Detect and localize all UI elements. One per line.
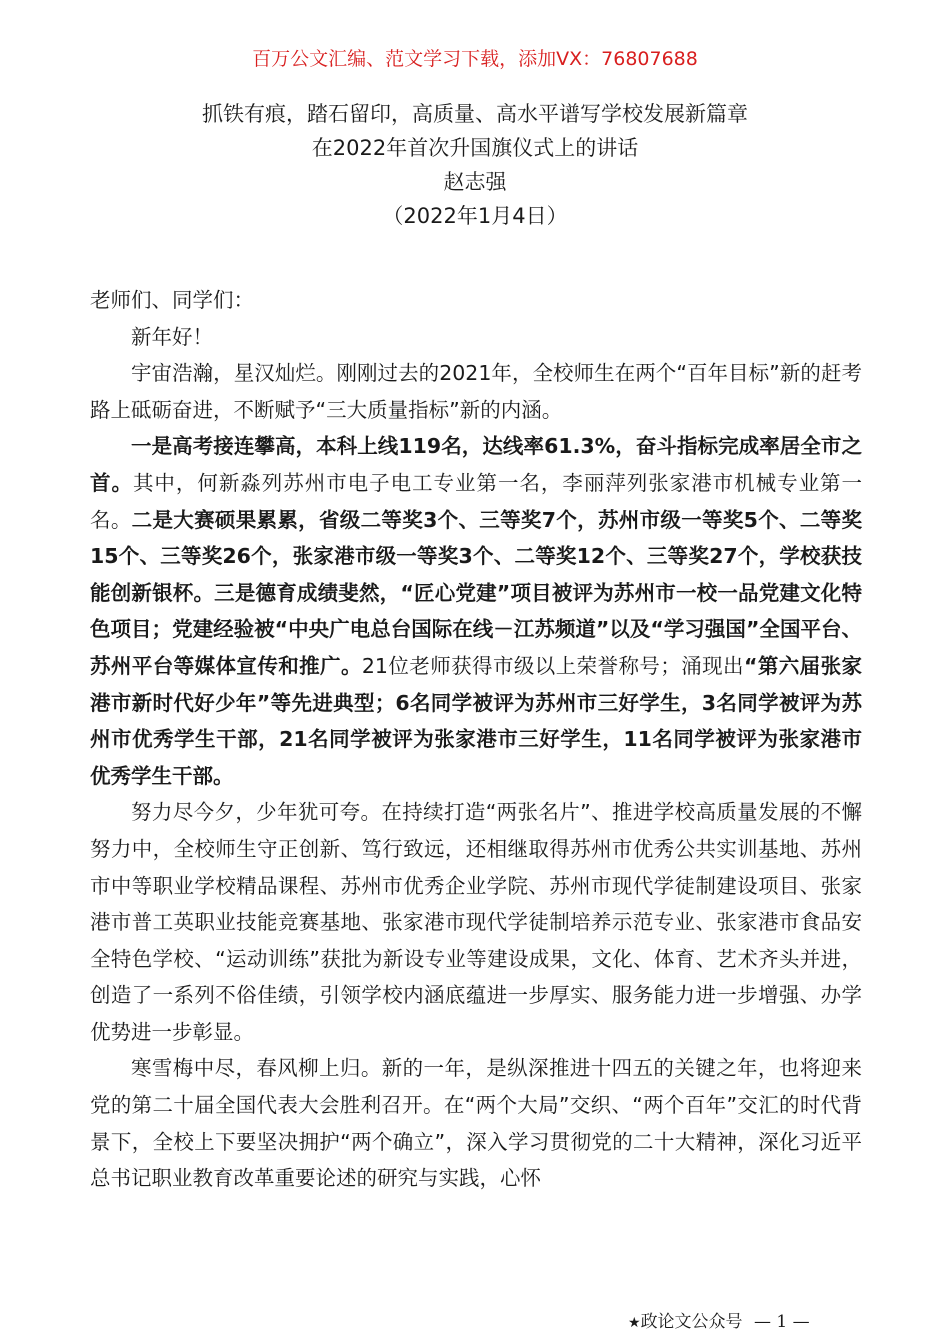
paragraph-4: 寒雪梅中尽，春风柳上归。新的一年，是纵深推进十四五的关键之年，也将迎来党的第二十届全国代表大会胜利召开。在“两个大局”交织、“两个百年”交汇的时代背景下，全校上下要坚决拥护“两个确立”，深入学习贯彻党的二十大精神，深化习近平总书记职业教育改革重要论述的研究与实践，心怀 xyxy=(90,1056,862,1191)
salutation: 老师们、同学们： xyxy=(90,288,254,312)
highlight-text: 一是高考接连攀高，本科上线119名，达线率61.3%，奋斗指标完成率居全市之首。 xyxy=(90,434,862,495)
paragraph-2 xyxy=(90,428,862,794)
paragraph-3: 努力尽今夕，少年犹可夸。在持续打造“两张名片”、推进学校高质量发展的不懈努力中，全校师生守正创新、笃行致远，还相继取得苏州市优秀公共实训基地、苏州市中等职业学校精品课程、苏州市优秀企业学院、苏州市现代学徒制建设项目、张家港市普工英职业技能竞赛基地、张家港市现代学徒制培养示范专业、张家港市食品安全特色学校、“运动训练”获批为新设专业等建设成果，文化、体育、艺术齐头并进，创造了一系列不俗佳绩，引领学校内涵底蕴进一步厚实、服务能力进一步增强、办学优势进一步彰显。 xyxy=(90,800,862,1044)
document-date: （2022年1月4日） xyxy=(382,204,568,228)
document-author: 赵志强 xyxy=(443,170,507,194)
footer-label: 政论文公众号 xyxy=(640,1312,743,1332)
highlight-text: 二是大赛硕果累累，省级二等奖3个、三等奖7个，苏州市级一等奖5个、二等奖15个、三等奖26个，张家港市级一等奖3个、二等奖12个、三等奖27个，学校获技能创新银杯。三是德育成绩斐然，“匠心党建”项目被评为苏州市一校一品党建文化特色项目；党建经验被“中央广电总台国际在线－江苏频道”以及“学习强国”全国平台、苏州平台等媒体宣传和推广。 xyxy=(90,507,863,678)
star-icon: ★ xyxy=(628,1315,641,1331)
greeting: 新年好！ xyxy=(131,324,213,349)
page-footer xyxy=(628,1310,810,1335)
paragraph-text: 其中，何新淼列苏州市电子电工专业第一名，李丽萍列张家港市机械专业第一名。 xyxy=(90,470,863,532)
page-number: — 1 — xyxy=(753,1312,810,1332)
document-header xyxy=(0,97,950,233)
document-body xyxy=(90,282,862,1197)
watermark-banner: 百万公文汇编、范文学习下载，添加VX：76807688 xyxy=(252,48,698,70)
document-title: 抓铁有痕，踏石留印，高质量、高水平谱写学校发展新篇章 xyxy=(202,102,748,126)
paragraph-1: 宇宙浩瀚，星汉灿烂。刚刚过去的2021年，全校师生在两个“百年目标”新的赶考路上砥砺奋进，不断赋予“三大质量指标”新的内涵。 xyxy=(90,361,862,422)
highlight-text: “第六届张家港市新时代好少年”等先进典型；6名同学被评为苏州市三好学生，3名同学被评为苏州市优秀学生干部，21名同学被评为张家港市三好学生，11名同学被评为张家港市优秀学生干部。 xyxy=(90,653,862,788)
paragraph-text: 21位老师获得市级以上荣誉称号；涌现出 xyxy=(361,653,744,678)
document-subtitle: 在2022年首次升国旗仪式上的讲话 xyxy=(311,136,639,160)
